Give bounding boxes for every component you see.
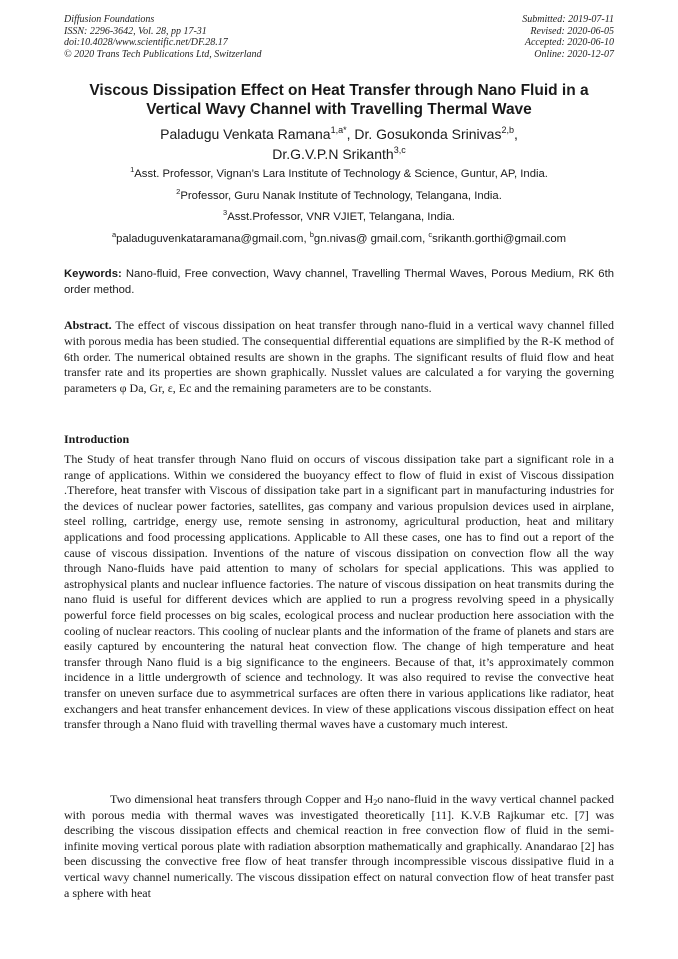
- email-c[interactable]: srikanth.gorthi@gmail.com: [432, 233, 567, 245]
- author-2: , Dr. Gosukonda Srinivas: [346, 126, 502, 142]
- introduction-paragraph-1: The Study of heat transfer through Nano fluid on occurs of viscous dissipation take part a significant role in a range of applications. Within we considered the buoyancy effect to flow of fluid in exist of Viscous dissipation .Therefore, heat transfer with Viscous of dissipation take part in a significant part in manufacturing industries for the devices of nuclear power factories, satellites, gas company and various propulsion devices used in airplane, steel rolling, cartridge, energy use, remote sensing in astronomy, agricultural production, heat and military applications and food processing applications. Applicable to All these cases, one has to find out a report of the cause of viscous dissipation. Inventions of the nature of viscous dissipation on convection flow all the way through Nano-fluids have paid attention to many of scholars for special applications. This was applied to astrophysical plants and nuclear influence factories. The nature of viscous dissipation on heat transmits during the nano fluid is useful for different devices which are applied to run a progress revolving speed in a physically powerful force field processes on big scales, ecological process and nuclear production here association with the cooling of nuclear reactors. This cooling of nuclear plants and the information of the frame of planets and stars are easily captured by encountering the natural heat convection flow. The change of high temperature and heat transfer through Nano fluid is a big significance to the engineers. Because of that, it’s approximately common incidence in a little undergrowth of science and technology. It was also required to revise the convective heat transfer on uneven surface due to asymmetrical surfaces are often there in various applications like radiator, heat exchangers and heat transfer enhancement devices. In view of these applications viscous dissipation effect on heat transfer through a Nano fluid with travelling thermal waves have a customary much interest.: [64, 452, 614, 732]
- email-a[interactable]: paladuguvenkataramana@gmail.com,: [116, 233, 310, 245]
- author-sep: ,: [513, 126, 518, 142]
- journal-name: Diffusion Foundations: [64, 14, 155, 25]
- abstract-text: The effect of viscous dissipation on heat transfer through nano-fluid in a vertical wavy channel filled with porous media has been studied. The consequential differential equations are simplified by the R-K method of 6th order. The numerical obtained results are shown in the graphs. The significant results of fluid flow and heat transfer rate and its properties are shown graphically. Nusslet values are calculated a for varying the governing parameters φ Da, Gr, ε, Ec and the remaining parameters are to be constants.: [64, 318, 614, 396]
- affiliation-1-sup: 1: [130, 165, 135, 174]
- keywords-text: Nano-fluid, Free convection, Wavy channel, Travelling Thermal Waves, Porous Medium, RK 6th order method.: [64, 268, 614, 296]
- journal-doi[interactable]: doi:10.4028/www.scientific.net/DF.28.17: [64, 37, 228, 48]
- online-date: Online: 2020-12-07: [534, 48, 614, 60]
- introduction-paragraph-2: [64, 792, 614, 901]
- title-line-1: Viscous Dissipation Effect on Heat Transfer through Nano Fluid in a: [89, 82, 589, 99]
- affiliation-2: [64, 189, 614, 203]
- p2-subscript: 2: [373, 798, 378, 807]
- p2-text-b: o nano-fluid in the wavy vertical channel packed with porous media with thermal waves was investigated theoretically [11]. K.V.B Rajkumar etc. [7] was describing the viscous dissipation effects and chemical reaction in free convection flow of fluid in the semi-infinite moving vertical porous plate with radiation absorption mathematically and graphically. Anandarao [2] has been discussing the convective free flow of heat transfer through incompressible viscous dissipative fluid in a vertical wavy channel numerically. The viscous dissipation effect on natural convection flow of heat transfer past a sphere with heat: [64, 792, 614, 900]
- affiliation-3: [64, 210, 614, 224]
- author-line-2: [64, 144, 614, 164]
- submitted-date: Submitted: 2019-07-11: [522, 14, 614, 25]
- abstract: [64, 318, 614, 397]
- email-b-sup: b: [309, 230, 314, 239]
- p2-text-a: Two dimensional heat transfers through Copper and H: [110, 792, 374, 806]
- paper-title: [64, 82, 614, 119]
- affiliation-1-text: Asst. Professor, Vignan’s Lara Institute of Technology & Science, Guntur, AP, India.: [134, 168, 548, 180]
- journal-info: [64, 14, 262, 60]
- author-emails: [64, 232, 614, 246]
- affiliation-3-text: Asst.Professor, VNR VJIET, Telangana, India.: [227, 211, 455, 223]
- author-2-sup: 2,b: [501, 125, 514, 135]
- email-c-sup: c: [428, 230, 433, 239]
- author-3-sup: 3,c: [393, 145, 406, 155]
- affiliation-2-text: Professor, Guru Nanak Institute of Technology, Telangana, India.: [180, 190, 502, 202]
- author-1-sup: 1,a*: [330, 125, 347, 135]
- abstract-label: Abstract.: [64, 318, 112, 332]
- author-list: [64, 124, 614, 164]
- author-1: Paladugu Venkata Ramana: [160, 126, 331, 142]
- author-line-1: [64, 124, 614, 144]
- affiliation-3-sup: 3: [223, 208, 228, 217]
- keywords-label: Keywords:: [64, 268, 122, 280]
- journal-issn: ISSN: 2296-3642, Vol. 28, pp 17-31: [64, 25, 207, 37]
- keywords: [64, 266, 614, 298]
- submission-dates: [522, 14, 614, 60]
- accepted-date: Accepted: 2020-06-10: [524, 37, 614, 48]
- revised-date: Revised: 2020-06-05: [530, 25, 614, 37]
- journal-copyright: © 2020 Trans Tech Publications Ltd, Switzerland: [64, 48, 262, 60]
- introduction-heading: Introduction: [64, 432, 130, 446]
- title-line-2: Vertical Wavy Channel with Travelling Thermal Wave: [146, 100, 532, 118]
- author-3: Dr.G.V.P.N Srikanth: [272, 146, 394, 162]
- email-b[interactable]: gn.nivas@ gmail.com,: [313, 233, 429, 245]
- email-a-sup: a: [111, 230, 117, 239]
- affiliation-1: [64, 167, 614, 181]
- affiliation-2-sup: 2: [176, 187, 181, 196]
